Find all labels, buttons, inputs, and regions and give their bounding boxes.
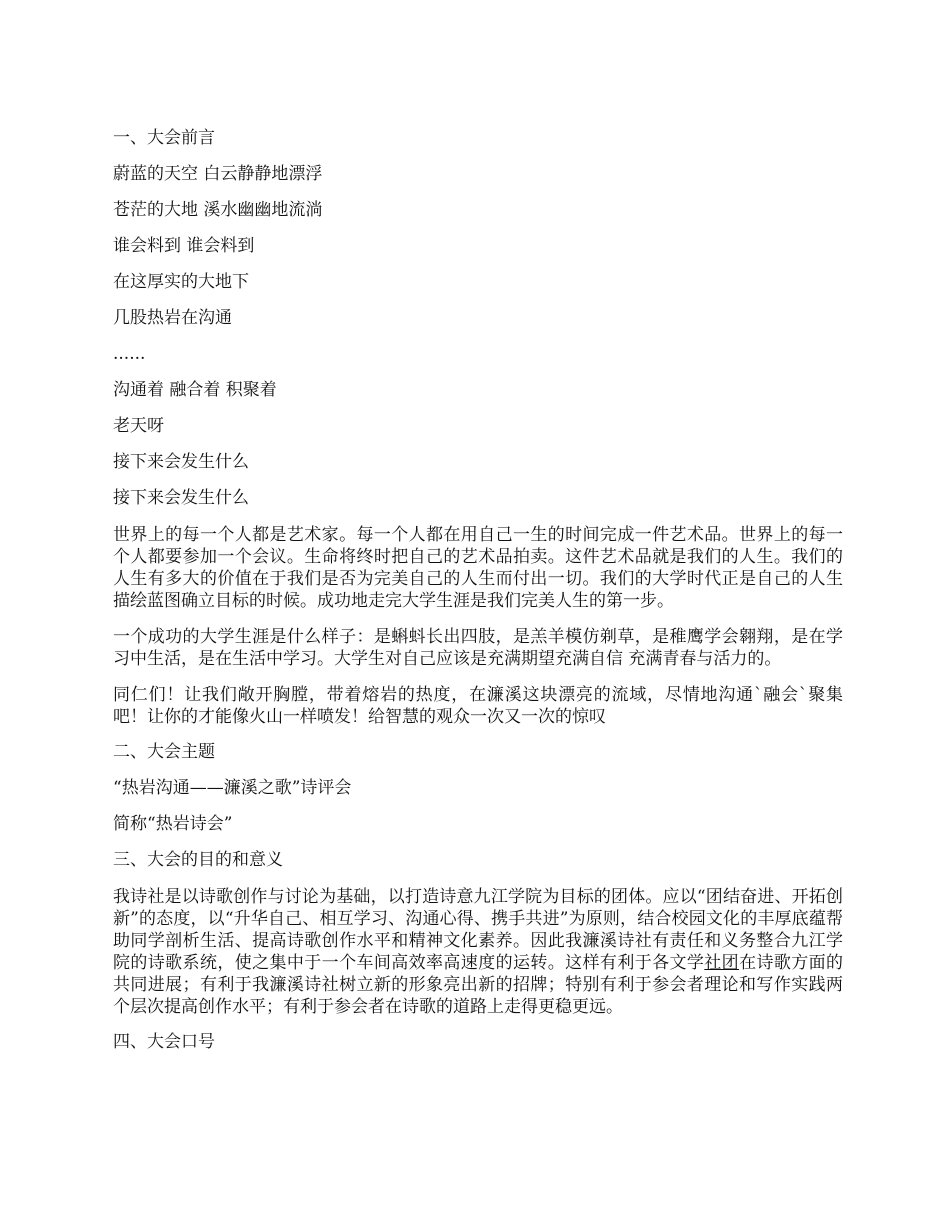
section-heading-purpose: 三、大会的目的和意义	[113, 850, 283, 870]
poem-line: 老天呀	[113, 416, 164, 436]
poem-line: 沟通着 融合着 积聚着	[113, 380, 277, 400]
theme-title: “热岩沟通——濂溪之歌”诗评会	[113, 778, 352, 798]
purpose-text-start: 我诗社是以诗歌创作与讨论为基础，以打造诗意九江学院为目标的团体。应以“团结奋进、开拓创新”的态度，以“升华自己、相互学习、沟通心得、携手共进”为原则，结合校园文化的丰厚底蕴帮助同学剖析生活、提高诗歌创作水平和精神文化素养。因此我濂溪诗社有责任和义务整合九江学院的诗歌系统，使之集中于一个车间高效率高速度的运转。这样有利于各文学	[113, 887, 843, 973]
poem-line: ......	[113, 344, 146, 364]
section-heading-slogan: 四、大会口号	[113, 1032, 215, 1052]
poem-line: 在这厚实的大地下	[113, 272, 249, 292]
poem-line: 接下来会发生什么	[113, 488, 249, 508]
purpose-text-end: 在诗歌方面的共同进展；有利于我濂溪诗社树立新的形象亮出新的招牌；特别有利于参会者理论和写作实践两个层次提高创作水平；有利于参会者在诗歌的道路上走得更稳更远。	[113, 953, 844, 1017]
paragraph-college-life: 一个成功的大学生涯是什么样子：是蝌蚪长出四肢，是羔羊模仿剃草，是稚鹰学会翱翔，是在学习中生活，是在生活中学习。大学生对自己应该是充满期望充满自信 充满青春与活力的。	[113, 627, 843, 669]
poem-line: 几股热岩在沟通	[113, 308, 232, 328]
poem-line: 苍茫的大地 溪水幽幽地流淌	[113, 200, 323, 220]
theme-short-name: 简称“热岩诗会”	[113, 814, 233, 834]
poem-line: 谁会料到 谁会料到	[113, 236, 255, 256]
poem-line: 蔚蓝的天空 白云静静地漂浮	[113, 164, 323, 184]
document-body	[113, 128, 843, 1068]
club-link[interactable]: 社团	[704, 953, 740, 973]
paragraph-purpose	[113, 886, 843, 1018]
poem-line: 接下来会发生什么	[113, 452, 249, 472]
paragraph-artists: 世界上的每一个人都是艺术家。每一个人都在用自己一生的时间完成一件艺术品。世界上的每一个人都要参加一个会议。生命将终时把自己的艺术品拍卖。这件艺术品就是我们的人生。我们的人生有多大的价值在于我们是否为完美自己的人生而付出一切。我们的大学时代正是自己的人生描绘蓝图确立目标的时候。成功地走完大学生涯是我们完美人生的第一步。	[113, 525, 843, 611]
paragraph-call-to-action: 同仁们！让我们敞开胸膛，带着熔岩的热度，在濂溪这块漂亮的流域，尽情地沟通`融会`聚集吧！让你的才能像火山一样喷发！给智慧的观众一次又一次的惊叹	[113, 685, 843, 727]
section-heading-theme: 二、大会主题	[113, 742, 215, 762]
section-heading-preface: 一、大会前言	[113, 128, 215, 148]
